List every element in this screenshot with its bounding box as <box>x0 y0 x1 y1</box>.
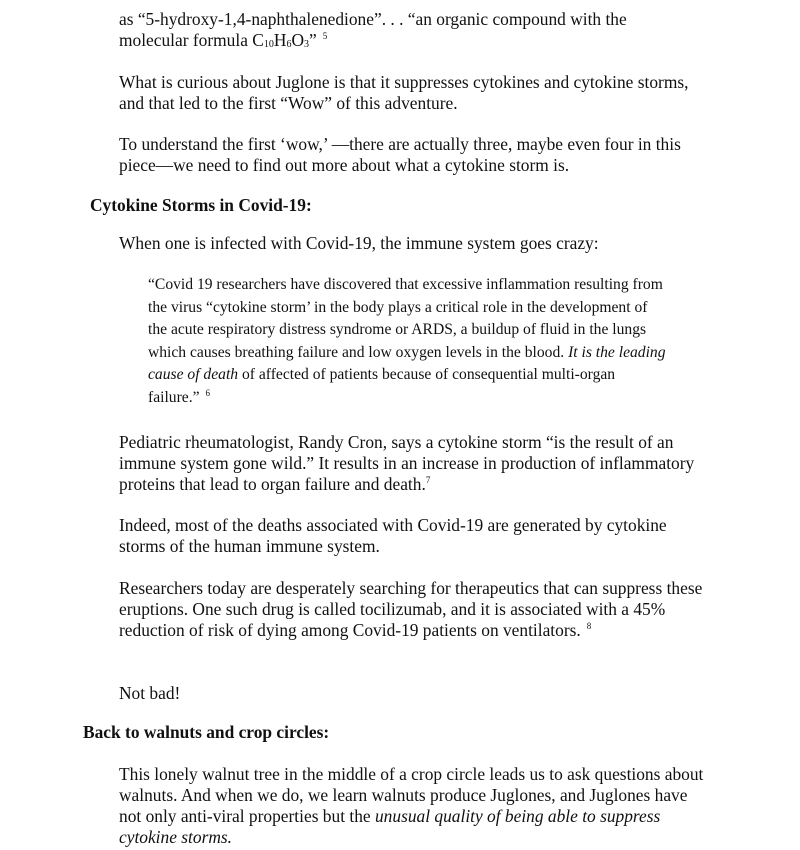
formula-prefix: molecular formula C <box>119 30 264 50</box>
footnote-ref-5: 5 <box>322 31 328 42</box>
footnote-ref-7: 7 <box>425 475 431 486</box>
paragraph-pediatric <box>119 432 709 495</box>
paragraph-formula <box>119 9 709 51</box>
paragraph-researchers <box>119 578 709 641</box>
paragraph-walnut-text: This lonely walnut tree in the middle of a crop circle leads us to ask questions about walnuts. And when we do, we learn walnuts produce Juglones, and Juglones have not only anti-viral properties but the <box>119 764 704 826</box>
footnote-ref-8: 8 <box>586 621 592 632</box>
formula-close-quote: ” <box>309 30 317 50</box>
section-heading-cytokine-storms: Cytokine Storms in Covid-19: <box>90 195 312 215</box>
paragraph-researchers-text: Researchers today are desperately searching for therapeutics that can suppress these eruptions. One such drug is called tocilizumab, and it is associated with a 45% reduction of risk of dying among Covid-19 patients on ventilators. <box>119 578 703 640</box>
paragraph-infected: When one is infected with Covid-19, the immune system goes crazy: <box>119 233 599 253</box>
formula-sub-6: 6 <box>286 39 292 50</box>
formula-o: O <box>291 30 304 50</box>
quote-text-end: of affected of patients because of consequential multi-organ failure.” <box>148 366 616 406</box>
paragraph-understand: To understand the first ‘wow,’ —there are actually three, maybe even four in this piece—we need to find out more about what a cytokine storm is. <box>119 134 681 175</box>
paragraph-not-bad: Not bad! <box>119 683 181 703</box>
paragraph-formula-line1: as “5-hydroxy-1,4-naphthalenedione”. . . “an organic compound with the <box>119 9 627 29</box>
paragraph-deaths: Indeed, most of the deaths associated with Covid-19 are generated by cytokine storms of the human immune system. <box>119 515 667 556</box>
block-quote <box>148 274 668 410</box>
paragraph-pediatric-text: Pediatric rheumatologist, Randy Cron, says a cytokine storm “is the result of an immune system gone wild.” It results in an increase in production of inflammatory proteins that lead to organ failure and death. <box>119 432 695 494</box>
section-heading-walnuts: Back to walnuts and crop circles: <box>83 722 330 742</box>
quote-text: “Covid 19 researchers have discovered that excessive inflammation resulting from the virus “cytokine storm’ in the body plays a critical role in the development of the acute respiratory distress syndrome or ARDS, a buildup of fluid in the lungs which causes breathing failure and low oxygen levels in the blood. <box>148 276 663 361</box>
paragraph-curious: What is curious about Juglone is that it suppresses cytokines and cytokine storms, and that led to the first “Wow” of this adventure. <box>119 72 689 113</box>
paragraph-walnut-tree <box>119 764 709 848</box>
formula-sub-3: 3 <box>304 39 309 50</box>
footnote-ref-6: 6 <box>205 387 211 398</box>
quote-emphasis: It is the leading cause of death <box>148 343 666 384</box>
paragraph-walnut-emphasis: unusual quality of being able to suppress cytokine storms. <box>119 806 661 847</box>
formula-sub-10: 10 <box>263 39 274 50</box>
formula-h: H <box>273 30 287 50</box>
